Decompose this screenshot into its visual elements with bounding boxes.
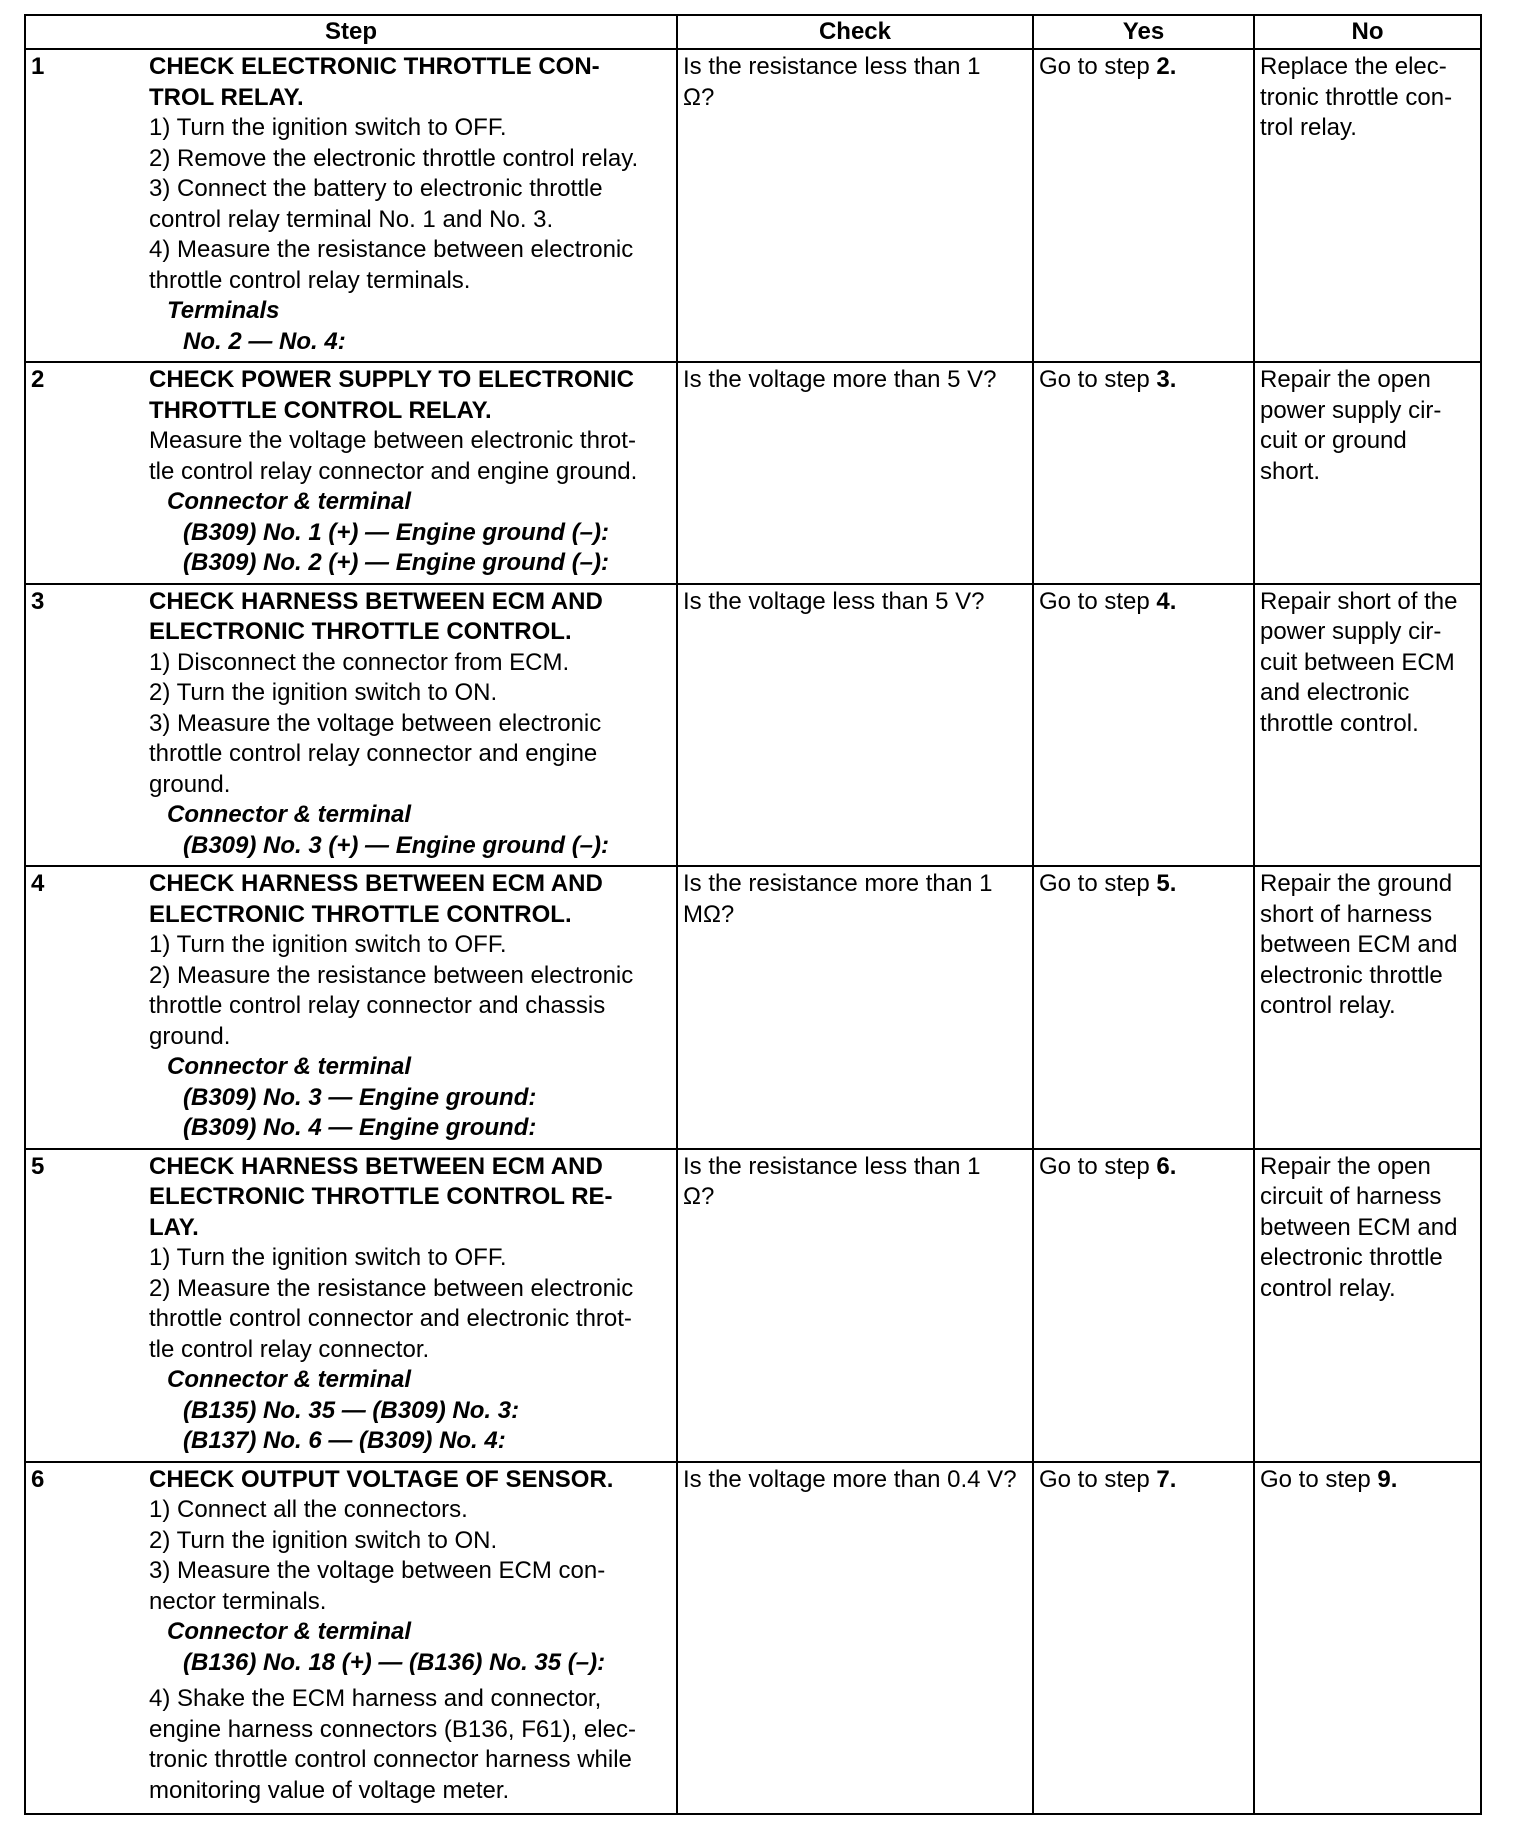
step-title-line: ELECTRONIC THROTTLE CONTROL. xyxy=(149,618,572,645)
terminal-heading: Connector & terminal xyxy=(167,801,412,828)
procedure-line: monitoring value of voltage meter. xyxy=(149,1776,510,1804)
no-action-line: cuit or ground xyxy=(1260,427,1407,454)
check-cell xyxy=(677,1149,1033,1462)
yes-cell xyxy=(1033,1149,1254,1462)
no-action-line: control relay. xyxy=(1260,1274,1396,1302)
table-row xyxy=(25,49,1481,362)
step-title-line: LAY. xyxy=(149,1213,199,1241)
check-question-line: Is the resistance less than 1 xyxy=(683,53,981,80)
no-action-line: cuit between ECM xyxy=(1260,648,1455,676)
procedure-line: 2) Measure the resistance between electronic xyxy=(149,961,634,989)
step-title-line: ELECTRONIC THROTTLE CONTROL. xyxy=(149,900,572,928)
no-prefix: Go to step xyxy=(1260,1465,1378,1493)
header-yes: Yes xyxy=(1033,15,1254,49)
yes-step-number: 4. xyxy=(1156,587,1177,615)
no-step-number: 9. xyxy=(1377,1465,1398,1493)
step-title-line: CHECK HARNESS BETWEEN ECM AND xyxy=(149,1152,603,1180)
yes-prefix: Go to step xyxy=(1039,53,1157,80)
yes-action xyxy=(1039,1465,1248,1496)
check-question-line: Is the voltage more than 0.4 V? xyxy=(683,1465,1017,1493)
no-action-line: electronic throttle xyxy=(1260,1244,1443,1271)
no-action-line: throttle control. xyxy=(1260,709,1419,737)
terminal-heading: Connector & terminal xyxy=(167,1053,412,1080)
no-action-line: Repair short of the xyxy=(1260,587,1458,615)
step-content xyxy=(31,1152,671,1457)
no-action-line: between ECM and xyxy=(1260,931,1458,958)
procedure-line: 1) Turn the ignition switch to OFF. xyxy=(149,114,507,141)
step-number: 5 xyxy=(31,1152,45,1180)
no-cell xyxy=(1254,49,1481,362)
yes-cell xyxy=(1033,49,1254,362)
step-content xyxy=(31,52,671,357)
procedure-line: 1) Turn the ignition switch to OFF. xyxy=(149,1244,507,1271)
no-action-line: trol relay. xyxy=(1260,114,1357,141)
no-action-line: short of harness xyxy=(1260,900,1433,928)
procedure-line: 2) Measure the resistance between electronic xyxy=(149,1274,634,1302)
yes-step-number: 5. xyxy=(1156,870,1177,897)
yes-cell xyxy=(1033,362,1254,584)
step-number: 1 xyxy=(31,53,45,80)
terminal-spec: No. 2 — No. 4: xyxy=(183,327,346,355)
table-row xyxy=(25,1462,1481,1814)
check-cell xyxy=(677,1462,1033,1814)
step-body xyxy=(149,1152,671,1457)
no-action-line: Replace the elec- xyxy=(1260,53,1447,80)
step-title-line: CHECK OUTPUT VOLTAGE OF SENSOR. xyxy=(149,1465,614,1493)
table-row xyxy=(25,584,1481,867)
step-title-line: CHECK POWER SUPPLY TO ELECTRONIC xyxy=(149,366,634,393)
table-row xyxy=(25,866,1481,1149)
yes-step-number: 3. xyxy=(1156,366,1177,393)
step-number: 6 xyxy=(31,1465,45,1493)
no-action xyxy=(1260,1465,1475,1496)
no-cell xyxy=(1254,866,1481,1149)
step-body xyxy=(149,587,671,862)
procedure-line: 3) Measure the voltage between electronic xyxy=(149,709,602,737)
check-cell xyxy=(677,362,1033,584)
yes-prefix: Go to step xyxy=(1039,1152,1157,1180)
no-cell xyxy=(1254,1462,1481,1814)
yes-prefix: Go to step xyxy=(1039,587,1157,615)
terminal-spec: (B309) No. 4 — Engine ground: xyxy=(183,1114,537,1141)
procedure-line: 2) Remove the electronic throttle control relay. xyxy=(149,144,639,172)
procedure-line: 2) Turn the ignition switch to ON. xyxy=(149,679,498,706)
yes-step-number: 7. xyxy=(1156,1465,1177,1493)
procedure-line: tle control relay connector and engine ground. xyxy=(149,457,638,485)
procedure-line: 2) Turn the ignition switch to ON. xyxy=(149,1526,498,1554)
yes-cell xyxy=(1033,584,1254,867)
yes-prefix: Go to step xyxy=(1039,870,1157,897)
yes-action xyxy=(1039,365,1248,396)
header-check: Check xyxy=(677,15,1033,49)
step-title-line: THROTTLE CONTROL RELAY. xyxy=(149,396,492,424)
terminal-spec: (B309) No. 1 (+) — Engine ground (–): xyxy=(183,518,610,546)
procedure-line: throttle control relay connector and chassis xyxy=(149,992,606,1019)
step-cell xyxy=(25,1462,677,1814)
procedure-line: 3) Connect the battery to electronic throttle xyxy=(149,175,603,202)
no-cell xyxy=(1254,584,1481,867)
procedure-line: throttle control relay connector and engine xyxy=(149,740,598,767)
check-question-line: MΩ? xyxy=(683,900,735,928)
check-cell xyxy=(677,866,1033,1149)
header-row xyxy=(25,15,1481,49)
check-question-line: Is the voltage more than 5 V? xyxy=(683,366,997,393)
check-question-line: Is the voltage less than 5 V? xyxy=(683,587,985,615)
procedure-line: ground. xyxy=(149,1022,231,1050)
procedure-line: 1) Turn the ignition switch to OFF. xyxy=(149,931,507,958)
terminal-heading: Connector & terminal xyxy=(167,1366,412,1393)
header-no: No xyxy=(1254,15,1481,49)
step-title-line: ELECTRONIC THROTTLE CONTROL RE- xyxy=(149,1183,613,1210)
header-step: Step xyxy=(25,15,677,49)
no-action-line: Repair the ground xyxy=(1260,870,1453,897)
step-body xyxy=(149,52,671,357)
no-action-line: control relay. xyxy=(1260,992,1396,1019)
procedure-line: nector terminals. xyxy=(149,1587,327,1615)
yes-action xyxy=(1039,869,1248,900)
check-question-line: Ω? xyxy=(683,83,715,111)
diagnostic-table xyxy=(24,14,1482,1815)
step-cell xyxy=(25,584,677,867)
no-action-line: Repair the open xyxy=(1260,366,1431,393)
yes-action xyxy=(1039,1152,1248,1183)
check-cell xyxy=(677,584,1033,867)
yes-prefix: Go to step xyxy=(1039,366,1157,393)
step-cell xyxy=(25,362,677,584)
procedure-line: 1) Disconnect the connector from ECM. xyxy=(149,648,570,676)
terminal-spec: (B135) No. 35 — (B309) No. 3: xyxy=(183,1396,520,1424)
step-content xyxy=(31,1465,671,1807)
terminal-spec: (B309) No. 2 (+) — Engine ground (–): xyxy=(183,549,610,576)
procedure-line: 4) Measure the resistance between electronic xyxy=(149,236,634,263)
check-question-line: Is the resistance more than 1 xyxy=(683,870,993,897)
step-title-line: CHECK HARNESS BETWEEN ECM AND xyxy=(149,587,603,615)
no-cell xyxy=(1254,1149,1481,1462)
procedure-line: 1) Connect all the connectors. xyxy=(149,1496,468,1523)
procedure-line: ground. xyxy=(149,770,231,798)
procedure-line: 4) Shake the ECM harness and connector, xyxy=(149,1685,602,1712)
no-action-line: power supply cir- xyxy=(1260,396,1442,424)
step-number: 2 xyxy=(31,366,45,393)
table-row xyxy=(25,1149,1481,1462)
procedure-line: engine harness connectors (B136, F61), elec- xyxy=(149,1715,636,1743)
yes-step-number: 6. xyxy=(1156,1152,1177,1180)
no-action-line: circuit of harness xyxy=(1260,1183,1442,1210)
step-content xyxy=(31,365,671,579)
no-action-line: Repair the open xyxy=(1260,1152,1431,1180)
step-number: 3 xyxy=(31,587,45,615)
no-action-line: and electronic xyxy=(1260,679,1410,706)
terminal-spec: (B309) No. 3 — Engine ground: xyxy=(183,1083,537,1111)
yes-cell xyxy=(1033,1462,1254,1814)
procedure-line: Measure the voltage between electronic throt- xyxy=(149,427,636,454)
yes-action xyxy=(1039,52,1248,83)
terminal-spec: (B136) No. 18 (+) — (B136) No. 35 (–): xyxy=(183,1648,606,1676)
yes-cell xyxy=(1033,866,1254,1149)
no-action-line: between ECM and xyxy=(1260,1213,1458,1241)
yes-prefix: Go to step xyxy=(1039,1465,1157,1493)
step-body xyxy=(149,1465,671,1807)
procedure-line: tle control relay connector. xyxy=(149,1335,430,1363)
no-action-line: power supply cir- xyxy=(1260,618,1442,645)
check-question-line: Is the resistance less than 1 xyxy=(683,1152,981,1180)
step-cell xyxy=(25,49,677,362)
table-row xyxy=(25,362,1481,584)
step-title-line: TROL RELAY. xyxy=(149,83,304,111)
step-cell xyxy=(25,866,677,1149)
step-body xyxy=(149,869,671,1144)
no-action-line: short. xyxy=(1260,457,1321,485)
step-body xyxy=(149,365,671,579)
yes-action xyxy=(1039,587,1248,618)
step-content xyxy=(31,869,671,1144)
step-number: 4 xyxy=(31,870,45,897)
terminal-heading: Connector & terminal xyxy=(167,488,412,515)
procedure-line: control relay terminal No. 1 and No. 3. xyxy=(149,205,554,233)
procedure-line: 3) Measure the voltage between ECM con- xyxy=(149,1557,606,1584)
step-content xyxy=(31,587,671,862)
yes-step-number: 2. xyxy=(1156,53,1177,80)
check-cell xyxy=(677,49,1033,362)
no-cell xyxy=(1254,362,1481,584)
no-action-line: tronic throttle con- xyxy=(1260,83,1453,111)
step-title-line: CHECK HARNESS BETWEEN ECM AND xyxy=(149,870,603,897)
terminal-spec: (B137) No. 6 — (B309) No. 4: xyxy=(183,1427,506,1454)
procedure-line: throttle control relay terminals. xyxy=(149,266,471,294)
procedure-line: throttle control connector and electronic throt- xyxy=(149,1305,632,1332)
check-question-line: Ω? xyxy=(683,1183,715,1210)
terminal-spec: (B309) No. 3 (+) — Engine ground (–): xyxy=(183,831,610,859)
terminal-heading: Terminals xyxy=(167,297,280,324)
step-cell xyxy=(25,1149,677,1462)
procedure-line: tronic throttle control connector harness while xyxy=(149,1746,632,1773)
no-action-line: electronic throttle xyxy=(1260,961,1443,989)
step-title-line: CHECK ELECTRONIC THROTTLE CON- xyxy=(149,53,600,80)
terminal-heading: Connector & terminal xyxy=(167,1618,412,1645)
